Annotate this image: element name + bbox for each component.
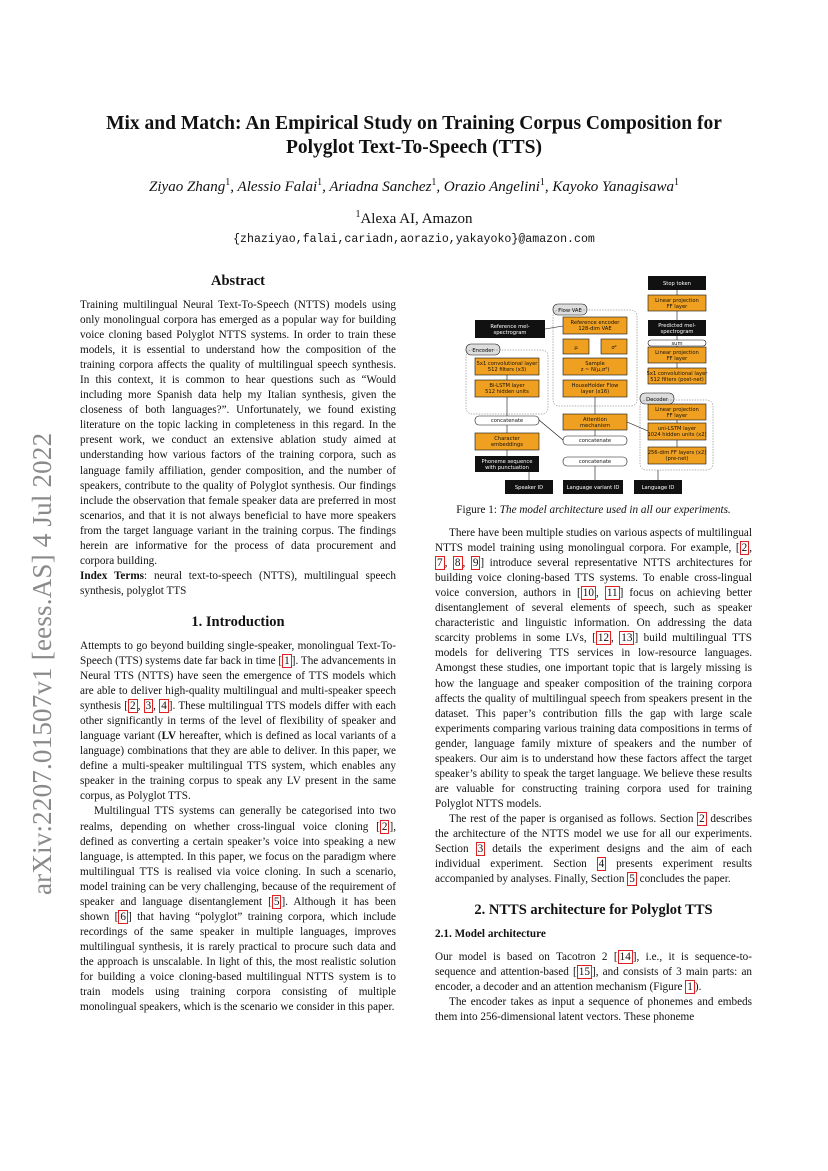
author-affil-mark: 1 [673, 177, 679, 188]
arxiv-identifier-stamp: arXiv:2207.01507v1 [eess.AS] 4 Jul 2022 [27, 432, 57, 895]
text-flow-vae: Flow VAE [558, 308, 582, 314]
index-terms-label: Index Terms [80, 569, 145, 582]
svg-text:embeddings: embeddings [490, 442, 524, 448]
svg-text:Predicted mel-: Predicted mel- [658, 323, 696, 329]
svg-text:Linear projection: Linear projection [655, 350, 699, 356]
svg-text:128-dim VAE: 128-dim VAE [578, 326, 612, 332]
svg-text:sum: sum [671, 341, 683, 347]
introduction-heading: 1. Introduction [191, 613, 285, 630]
svg-text:concatenate: concatenate [578, 438, 612, 444]
affiliation [60, 209, 768, 228]
index-terms [80, 569, 396, 599]
svg-text:(pre-net): (pre-net) [665, 456, 689, 462]
title-line-2: Polyglot Text-To-Speech (TTS) [285, 137, 543, 158]
index-terms-text: : neural text-to-speech (NTTS), multilingual speech synthesis, polyglot TTS [80, 569, 396, 597]
citation-link[interactable]: 4 [161, 700, 167, 713]
svg-text:HouseHolder Flow: HouseHolder Flow [571, 383, 619, 389]
citation-link[interactable]: 7 [437, 557, 443, 570]
intro-paragraph-1: Attempts to go beyond building single-speaker, monolingual Text-To-Speech (TTS) systems date far back in time [ 1 ]. The advancements in Neural TTS (NTTS) have seen the emergence of TTS models which are able to deliver high-quality multilingual and multi-speaker speech synthesis [ 2 , 3 , 4 ]. These multilingual TTS models differ with each other significantly in terms of the level of flexibility of speaker and language variant (LV hereafter, which is defined as local variants of a language) combinations that they are able to deliver. In this paper, we define a multi-speaker multilingual TTS system, which enables any speaker in the training corpus to speak any LV present in the same corpus, as Polyglot TTS. [80, 639, 397, 803]
subsection-2-1-heading: 2.1. Model architecture [435, 928, 546, 941]
citation-link[interactable]: 13 [621, 632, 633, 645]
citation-link[interactable]: 3 [145, 700, 152, 713]
svg-text:Character: Character [494, 436, 520, 442]
svg-text:layer (x16): layer (x16) [580, 389, 610, 395]
text-stop-token: Stop token [663, 281, 691, 287]
svg-text:concatenate: concatenate [490, 418, 524, 424]
figure-link[interactable]: 1 [687, 981, 693, 994]
right-column [435, 272, 752, 1025]
svg-text:FF layer: FF layer [666, 304, 688, 310]
svg-text:μ: μ [574, 345, 578, 351]
section-2-heading: 2. NTTS architecture for Polyglot TTS [474, 902, 713, 919]
citation-link[interactable]: 14 [619, 951, 631, 964]
title-line-1: Mix and Match: An Empirical Study on Training Corpus Composition for [106, 113, 722, 134]
model-architecture-paragraph: Our model is based on Tacotron 2 [ 14 ], i.e., it is sequence-to-sequence and attention-based [ 15 ], and consists of 3 main parts: an encoder, a decoder and an attention mechanism (Figure 1 ). [435, 951, 753, 994]
text-language-variant-id: Language variant ID [566, 485, 620, 491]
text-speaker-id: Speaker ID [514, 485, 544, 491]
caption-label: Figure 1: [456, 504, 500, 516]
section-link[interactable]: 5 [629, 873, 635, 886]
svg-text:512 filters (x3): 512 filters (x3) [487, 367, 527, 373]
author-name: Ariadna Sanchez [329, 179, 432, 195]
svg-text:Attention: Attention [583, 417, 607, 423]
svg-text:spectrogram: spectrogram [493, 330, 527, 336]
text-language-id: Language ID [641, 485, 675, 491]
author-emails: {zhaziyao,falai,cariadn,aorazio,yakayoko}@amazon.com [233, 233, 595, 246]
svg-text:512 hidden units: 512 hidden units [485, 389, 529, 395]
citation-link[interactable]: 15 [578, 966, 590, 979]
svg-text:Reference mel-: Reference mel- [490, 324, 530, 330]
svg-text:1024 hidden units (x2): 1024 hidden units (x2) [647, 432, 707, 438]
citation-link[interactable]: 2 [381, 820, 388, 833]
author-name: Orazio Angelini [443, 179, 540, 195]
svg-text:FF layer: FF layer [666, 413, 688, 419]
svg-text:5x1 convolutional layer: 5x1 convolutional layer [646, 371, 708, 377]
author-name: Kayoko Yanagisawa [552, 179, 674, 195]
abstract-heading: Abstract [211, 273, 265, 289]
author-name: Ziyao Zhang [149, 179, 226, 195]
section-link[interactable]: 3 [477, 843, 484, 856]
svg-text:uni-LSTM layer: uni-LSTM layer [657, 426, 697, 432]
abstract-text: Training multilingual Neural Text-To-Speech (NTTS) models using only monolingual corpora has emerged as a popular way for building voice cloning based Polyglot NTTS systems. In order to train these models, it is essential to understand how the composition of the training corpora affects the quality of multilingual speech synthesis. In this context, it is common to hear questions such as “Would including more Spanish data help my Italian synthesis, given the closeness of both languages?”. Unfortunately, we found existing literature on the topic lacking in completeness in this regard. In the present work, we conduct an extensive ablation study aimed at understanding how various factors of the training corpora, such as language family affiliation, gender composition, and the number of speakers, contribute to the quality of Polyglot synthesis. Our findings include the observation that female speaker data are preferred in most scenarios, and that it is not always beneficial to have more speakers from the target language variant in the training corpus. The findings herein are informative for the process of data procurement and corpora building. [80, 299, 396, 567]
svg-text:Linear projection: Linear projection [655, 407, 699, 413]
svg-text:Bi-LSTM layer: Bi-LSTM layer [489, 383, 525, 389]
section-link[interactable]: 2 [699, 812, 705, 825]
encoder-paragraph: The encoder takes as input a sequence of phonemes and embeds them into 256-dimensional latent vectors. These phoneme [435, 996, 752, 1024]
svg-text:mechanism: mechanism [579, 423, 611, 429]
intro-paragraph-2: Multilingual TTS systems can generally be categorised into two realms, depending on whether cross-lingual voice cloning [ 2 ], defined as converting a certain speaker’s voice into speaking a new language, is attempted. In this paper, we focus on the paradigm where multilingual TTS is realised via voice cloning. In such a scenario, model training can be very challenging, because of the requirement of speaker and language disentanglement [ 5 ]. Although it has been shown [ 6 ] that having “polyglot” training corpora, which include recordings of the same speaker in multiple languages, improves multilingual synthesis, it is rarely practical to procure such data and the approach is unscalable. In light of this, the most realistic solution for building a voice cloning-based multilingual NTTS system is to train models using training corpora consisting of multiple monolingual speakers, which is the scenario we consider in this paper. [80, 805, 396, 1014]
paper-title [60, 112, 768, 160]
citation-link[interactable]: 5 [273, 895, 280, 908]
left-column [80, 272, 396, 1015]
author-affil-mark: 1 [225, 177, 231, 188]
citation-link[interactable]: 10 [582, 587, 594, 600]
architecture-diagram [435, 272, 752, 497]
section-link[interactable]: 4 [598, 858, 605, 871]
related-work-paragraph: There have been multiple studies on various aspects of multilingual NTTS model training using monolingual corpora. For example, [ 2 , 7 , 8 , 9 ] introduce several representative NTTS architectures for building voice cloning-based TTS systems. To enable cross-lingual voice conversion, authors in [ 10 , 11 ] focus on achieving better disentanglement of several elements of speech, such as speaker characteristic and linguistic information. On addressing the data scarcity problems in some LVs, [ 12 , 13 ] build multilingual TTS models for delivering TTS services in low-resource languages. Amongst these studies, one important topic that is largely missing is how the language and speaker composition of the training corpora affects the quality of multilingual speech from speakers present in the dataset. This paper’s contribution fills the gap with large scale experiments comparing various training data compositions in terms of gender, language family mixture of speakers and the number of speakers. Our aim is to understand how these factors affect the target speaker’s ability to speak the target language. We believe these results are valuable for constructing training corpora used for training Polyglot NTTS models. [435, 527, 753, 810]
svg-text:256-dim FF layers (x2): 256-dim FF layers (x2) [647, 450, 707, 456]
figure-caption [435, 503, 752, 518]
svg-text:FF layer: FF layer [666, 356, 688, 362]
text-encoder: Encoder [472, 348, 494, 354]
caption-text: The model architecture used in all our experiments. [499, 504, 731, 516]
svg-text:512 filters (post-net): 512 filters (post-net) [650, 377, 704, 383]
author-affil-mark: 1 [539, 177, 545, 188]
svg-text:spectrogram: spectrogram [660, 329, 694, 335]
author-affil-mark: 1 [431, 177, 437, 188]
citation-link[interactable]: 2 [741, 542, 748, 555]
citation-link[interactable]: 8 [454, 557, 461, 570]
svg-text:Reference encoder: Reference encoder [570, 320, 620, 326]
affiliation-name: Alexa AI, Amazon [360, 211, 473, 227]
author-name: Alessio Falai [237, 179, 318, 195]
citation-link[interactable]: 2 [129, 700, 136, 713]
text-decoder: Decoder [646, 397, 668, 403]
svg-text:σ²: σ² [611, 345, 617, 351]
author-affil-mark: 1 [317, 177, 323, 188]
architecture-figure [435, 272, 752, 497]
citation-link[interactable]: 6 [120, 910, 126, 923]
citation-link[interactable]: 1 [284, 654, 290, 667]
svg-text:5x1 convolutional layer: 5x1 convolutional layer [476, 361, 538, 367]
svg-text:z ~ N(μ,σ²): z ~ N(μ,σ²) [580, 367, 610, 373]
author-list: Ziyao Zhang$^1$, Alessio Falai$^1$, Ariadna Sanchez$^1$, Orazio Angelini$^1$, Kayoko Yanagisawa$^1$ [149, 177, 679, 195]
svg-text:Sample: Sample [585, 361, 605, 367]
citation-link[interactable]: 12 [597, 632, 610, 645]
affiliation-mark: 1 [355, 209, 361, 220]
organisation-paragraph: The rest of the paper is organised as follows. Section 2 describes the architecture of the NTTS model we use for all our experiments. Section 3 details the experiment designs and the aim of each individual experiment. Section 4 presents experiment results accompanied by analyses. Finally, Section 5 concludes the paper. [435, 812, 752, 886]
svg-text:Linear projection: Linear projection [655, 298, 699, 304]
citation-link[interactable]: 9 [472, 557, 479, 570]
svg-text:with punctuation: with punctuation [485, 465, 529, 471]
svg-text:concatenate: concatenate [578, 459, 612, 465]
citation-link[interactable]: 11 [606, 587, 618, 600]
svg-text:Phoneme sequence: Phoneme sequence [481, 459, 533, 465]
